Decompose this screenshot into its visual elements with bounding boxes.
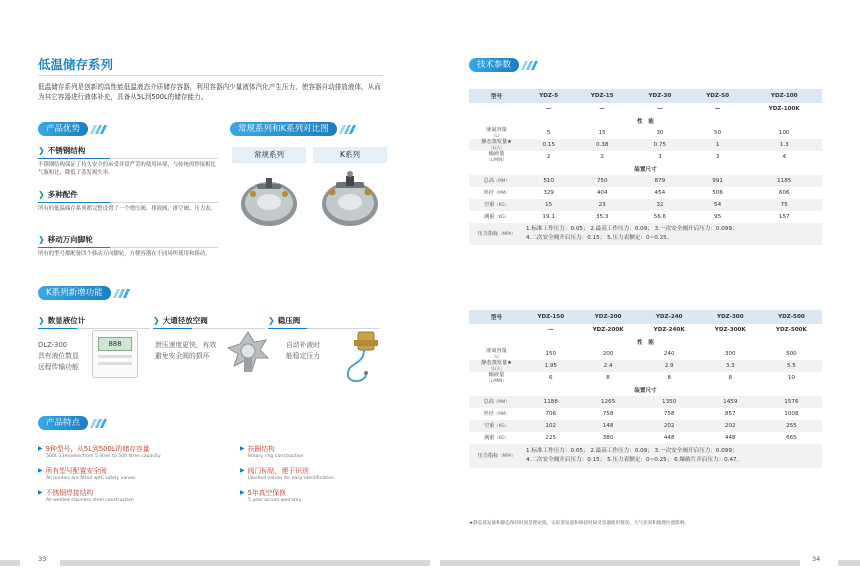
features-col-right bbox=[240, 443, 390, 503]
table-section: 性 能 bbox=[637, 119, 654, 125]
k-feature-text: DLZ-300 具有液位数显 远程传输功能 bbox=[38, 341, 79, 371]
feature-item: ▶ 所有型号配置安全阀 All models are fitted with safety valves bbox=[38, 466, 136, 481]
compare-column-k bbox=[313, 147, 387, 233]
triangle-bullet-icon: ▶ bbox=[240, 466, 245, 474]
table-row: 总高（MM） 510 750 879 991 1185 bbox=[469, 175, 822, 187]
table-row: 压力指标（MPA） 1.标准工作压力：0.05； 2.最高工作压力：0.09； 3.一次安全阀开启压力：0.099； 4.二次安全阀开启压力：0.15； 5.压力表额定：0~0.25； 6.爆破片开启压力：0.47。 bbox=[469, 444, 822, 468]
chevron-right-icon: ❯ bbox=[38, 316, 45, 325]
features-header bbox=[38, 416, 105, 430]
divider bbox=[38, 158, 218, 159]
chevron-right-icon: ❯ bbox=[268, 316, 275, 325]
table-row: 空重（KG） 15 23 32 54 75 bbox=[469, 199, 822, 211]
k-feature-vent-valve bbox=[153, 315, 265, 329]
k-feature-text: 自动补液时 能稳定压力 bbox=[286, 341, 320, 360]
chevron-right-icon: ❯ bbox=[38, 190, 45, 199]
advantages-header bbox=[38, 122, 105, 136]
page-number-left: 33 bbox=[38, 555, 47, 563]
table-section: 装置尺寸 bbox=[634, 167, 657, 173]
compare-column-standard bbox=[232, 147, 306, 233]
footer-bar bbox=[60, 560, 430, 566]
slash-decoration bbox=[523, 61, 536, 70]
table-row: 外径（MM） 329 404 454 506 606 bbox=[483, 190, 790, 196]
compare-header bbox=[230, 122, 354, 136]
spec-header bbox=[469, 58, 536, 72]
footer-bar bbox=[838, 560, 860, 566]
advantage-item bbox=[38, 234, 218, 258]
table-row: 满重（KG） 225 380 448 448 665 bbox=[484, 435, 797, 441]
regulator-image bbox=[336, 326, 384, 390]
standard-tank-image bbox=[232, 167, 306, 233]
compare-label: 常规系列 bbox=[232, 147, 306, 163]
triangle-bullet-icon: ▶ bbox=[240, 444, 245, 452]
advantage-text: 所有的型号都配备四个移动万向脚轮，方便容器在不同场所使用和移动。 bbox=[38, 251, 211, 257]
triangle-bullet-icon: ▶ bbox=[38, 488, 43, 496]
divider bbox=[38, 202, 218, 203]
table-row: 空重（KG） 102 148 202 202 255 bbox=[469, 420, 822, 432]
advantages-pill: 产品优势 bbox=[38, 122, 88, 136]
feature-item: ▶ 9种型号，从5L到500L的储存容量 500L 13models,from 5 litres to 500 litres capacity bbox=[38, 444, 161, 459]
feature-item: ▶ 5年真空保修 5 year accum warranty bbox=[240, 488, 302, 503]
spec-table-1 bbox=[469, 89, 822, 245]
k-feature-title: 数显液位计 bbox=[47, 316, 86, 325]
compare-pill: 常规系列和K系列对比图 bbox=[230, 122, 337, 136]
slash-decoration bbox=[341, 125, 354, 134]
table-row: 液氮容量 （L） 5 15 30 50 100 bbox=[486, 127, 790, 138]
table-row: 静态蒸发量★ （L/天） 0.15 0.38 0.75 1 1.3 bbox=[469, 139, 822, 151]
intro-paragraph: 低温储存系列是创新的高性能低温液态介质储存容器，利用容器内少量液体汽化产生压力，使容器自动排放液体，从而为其它容器进行液体补充，具备从5L到500L的储存能力。 bbox=[38, 83, 381, 101]
triangle-bullet-icon: ▶ bbox=[240, 488, 245, 496]
divider bbox=[38, 328, 150, 329]
table-row: 输液量 （L/MIN） 2 2 3 3 4 bbox=[486, 151, 787, 162]
slash-decoration bbox=[92, 125, 105, 134]
k-series-pill: K系列新增功能 bbox=[38, 286, 111, 300]
advantage-item bbox=[38, 189, 218, 213]
k-feature-title: 稳压阀 bbox=[277, 316, 301, 325]
advantage-title: 不锈钢结构 bbox=[47, 146, 86, 155]
spec-pill: 技术参数 bbox=[469, 58, 519, 72]
divider bbox=[38, 247, 218, 248]
table-section: 性 能 bbox=[637, 340, 654, 346]
triangle-bullet-icon: ▶ bbox=[38, 466, 43, 474]
k-feature-title: 大通径放空阀 bbox=[162, 316, 208, 325]
advantage-text: 所有的低温储存系列都完整设置了一个增压阀、排液阀、排空阀、压力表。 bbox=[38, 206, 216, 212]
table-row: 外径（MM） 706 758 758 857 1008 bbox=[483, 411, 799, 417]
table-section: 装置尺寸 bbox=[634, 388, 657, 394]
table-row: 液氮容量 （L） 150 200 240 300 500 bbox=[486, 348, 797, 359]
spec-table-2 bbox=[469, 310, 822, 468]
page-title: 低温储存系列 bbox=[38, 57, 114, 72]
k-feature-text: 泄压速度更快，有效 避免安全阀的损坏 bbox=[155, 341, 217, 360]
triangle-bullet-icon: ▶ bbox=[38, 444, 43, 452]
chevron-right-icon: ❯ bbox=[153, 316, 160, 325]
table-row: 型号 YDZ-150 YDZ-200 YDZ-240 YDZ-300 YDZ-500 bbox=[469, 310, 822, 324]
table-row: — YDZ-200K YDZ-240K YDZ-300K YDZ-500K bbox=[547, 327, 807, 333]
slash-decoration bbox=[115, 289, 128, 298]
page-number-right: 34 bbox=[812, 555, 821, 563]
table-row: 满重（KG） 19.1 35.3 56.6 95 157 bbox=[484, 214, 790, 220]
feature-item: ▶ 扶圈结构 Rotary ring construction bbox=[240, 444, 304, 459]
table-row: 型号 YDZ-5 YDZ-15 YDZ-30 YDZ-50 YDZ-100 bbox=[469, 89, 822, 103]
k-tank-image bbox=[313, 167, 387, 233]
compare-label: K系列 bbox=[313, 147, 387, 163]
footer-bar bbox=[0, 560, 20, 566]
table-row: — — — — YDZ-100K bbox=[545, 106, 800, 112]
table-row: 总高（MM） 1188 1265 1350 1459 1576 bbox=[469, 396, 822, 408]
slash-decoration bbox=[92, 419, 105, 428]
vent-valve-image bbox=[224, 328, 272, 380]
k-feature-level-gauge bbox=[38, 315, 150, 329]
table-row: 压力指标（MPA） 1.标准工作压力：0.05； 2.最高工作压力：0.09； 3.一次安全阀开启压力：0.099； 4.二次安全阀开启压力：0.15； 5.压力表额定：0~0.25。 bbox=[469, 223, 822, 245]
table-row: 静态蒸发量★ （L/天） 1.95 2.4 2.9 3.3 5.5 bbox=[469, 360, 822, 372]
advantage-title: 多种配件 bbox=[47, 190, 78, 199]
footnote: ★静态蒸发量和静态保持时间是理论值。实际蒸发量和保持时间受容器使用情况、大气状况和地理位置影响。 bbox=[469, 521, 690, 526]
chevron-right-icon: ❯ bbox=[38, 235, 45, 244]
advantage-text: 不锈钢结构保证了持久安全的承受非常严苛的使用环境，与传统的焊接相比气瓶相比，降低了蒸发损失率。 bbox=[38, 162, 216, 176]
title-divider bbox=[38, 75, 383, 76]
k-series-header bbox=[38, 286, 128, 300]
footer-bar bbox=[440, 560, 800, 566]
feature-item: ▶ 不锈钢焊接结构 All welded stainless steel construction bbox=[38, 488, 134, 503]
advantage-title: 移动万向脚轮 bbox=[47, 235, 93, 244]
feature-item: ▶ 阀门标贴，便于识别 labelled valves for easy identification. bbox=[240, 466, 336, 481]
advantage-item bbox=[38, 145, 218, 177]
features-pill: 产品特点 bbox=[38, 416, 88, 430]
table-row: 输液量 （L/MIN） 6 8 8 8 10 bbox=[486, 372, 795, 383]
features-col-left bbox=[38, 443, 228, 503]
level-gauge-image: 888 bbox=[92, 330, 138, 378]
chevron-right-icon: ❯ bbox=[38, 146, 45, 155]
